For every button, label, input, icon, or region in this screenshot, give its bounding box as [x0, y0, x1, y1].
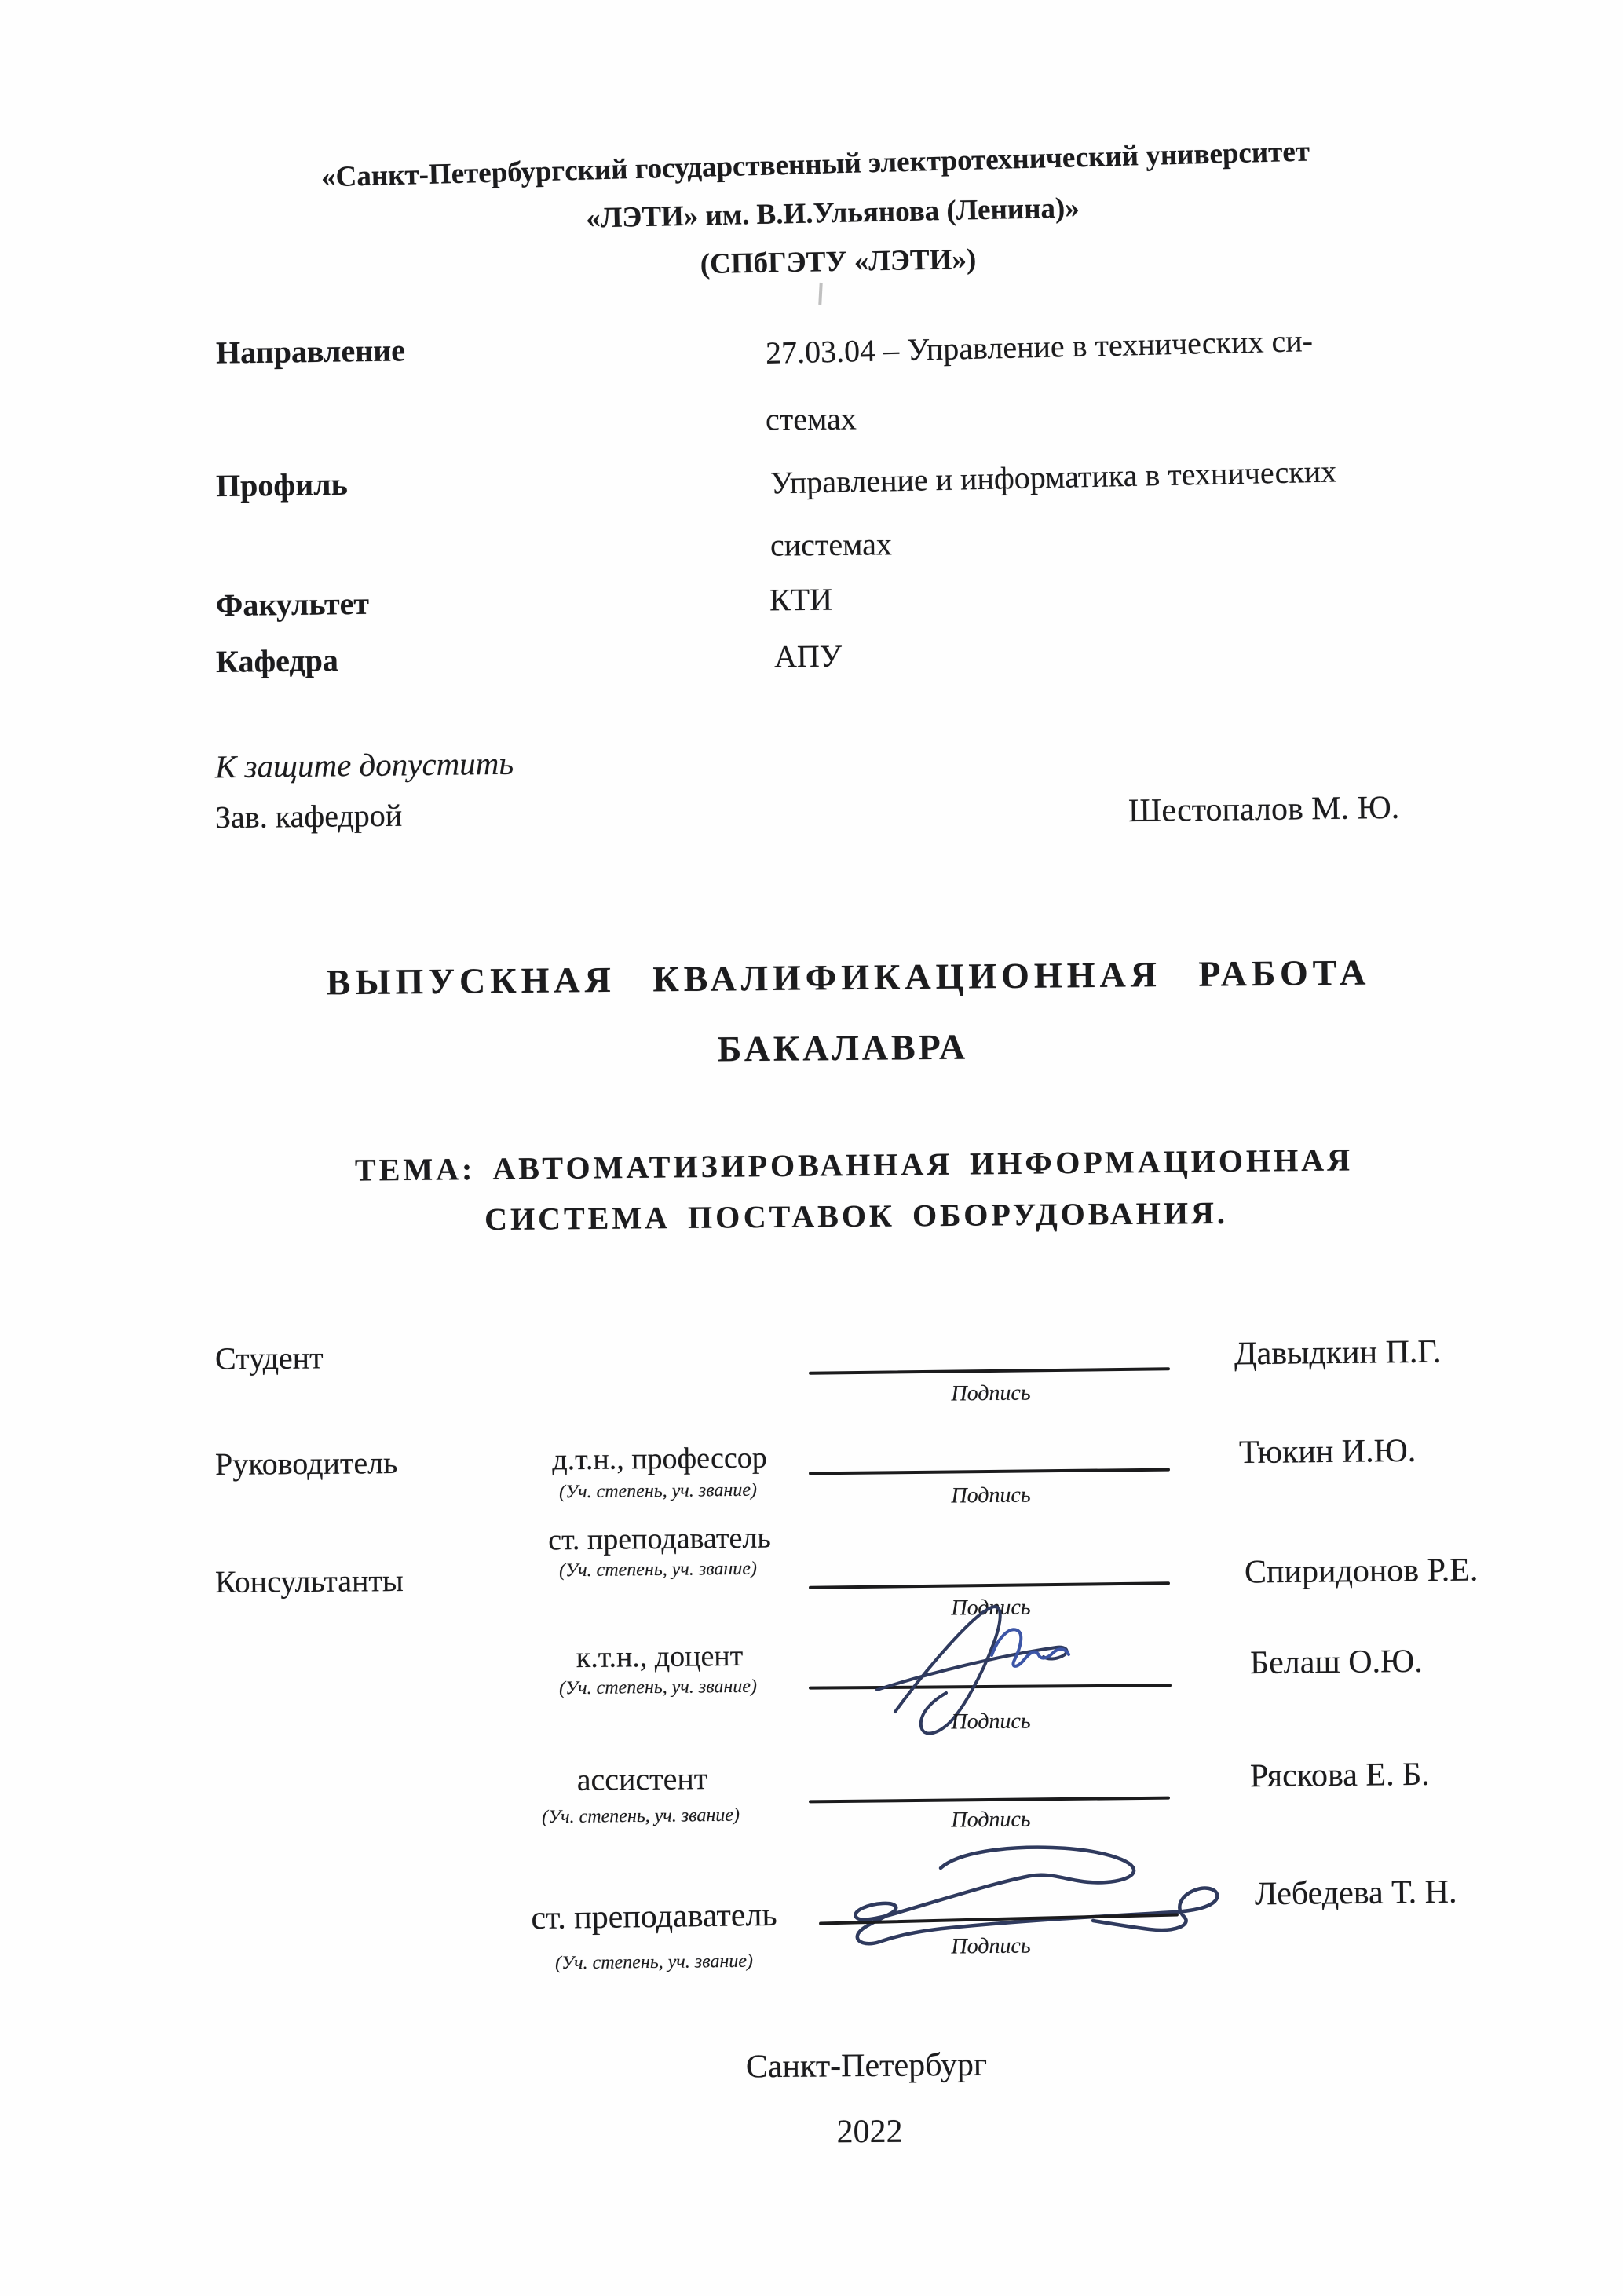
degree-caption: (Уч. степень, уч. звание)	[558, 1676, 758, 1699]
signer-name: Давыдкин П.Г.	[1234, 1333, 1442, 1373]
field-direction-value-line2: стемах	[765, 400, 857, 437]
role-label: Руководитель	[214, 1444, 398, 1483]
university-line-3: (СПбГЭТУ «ЛЭТИ»)	[700, 243, 977, 281]
role-label: Консультанты	[214, 1562, 404, 1600]
head-of-department-name: Шестопалов М. Ю.	[1128, 789, 1400, 830]
signature-caption: Подпись	[951, 1380, 1031, 1406]
university-line-2: «ЛЭТИ» им. В.И.Ульянова (Ленина)»	[585, 192, 1080, 235]
qualification: ст. преподаватель	[531, 1896, 777, 1937]
signer-name: Ряскова Е. Б.	[1249, 1756, 1430, 1795]
theme-line2: СИСТЕМА ПОСТАВОК ОБОРУДОВАНИЯ.	[484, 1194, 1229, 1238]
signature-caption: Подпись	[951, 1933, 1031, 1959]
qualification: ассистент	[576, 1760, 708, 1797]
role-label: Студент	[214, 1340, 324, 1377]
signer-name: Белаш О.Ю.	[1249, 1643, 1423, 1682]
head-of-department-label: Зав. кафедрой	[214, 797, 403, 835]
work-title-line1: ВЫПУСКНАЯ КВАЛИФИКАЦИОННАЯ РАБОТА	[326, 952, 1371, 1003]
qualification: д.т.н., профессор	[552, 1441, 767, 1477]
signature-line	[809, 1581, 1170, 1589]
footer-city: Санкт-Петербург	[745, 2046, 988, 2086]
signer-name: Тюкин И.Ю.	[1238, 1432, 1416, 1472]
degree-caption: (Уч. степень, уч. звание)	[554, 1951, 754, 1974]
field-direction-value-line1: 27.03.04 – Управление в технических си-	[765, 323, 1314, 371]
footer-year: 2022	[836, 2113, 903, 2151]
degree-caption: (Уч. степень, уч. звание)	[541, 1804, 740, 1828]
work-title-line2: БАКАЛАВРА	[717, 1026, 969, 1069]
field-faculty-value: КТИ	[769, 581, 833, 618]
signer-name: Спиридонов Р.Е.	[1244, 1552, 1479, 1591]
admit-note: К защите допустить	[214, 744, 514, 785]
signature-stroke	[855, 1848, 1217, 1943]
theme-line1: ТЕМА: АВТОМАТИЗИРОВАННАЯ ИНФОРМАЦИОННАЯ	[354, 1142, 1354, 1188]
signature-caption: Подпись	[951, 1595, 1031, 1621]
field-profile-value-line1: Управление и информатика в технических	[769, 453, 1337, 501]
signature-line	[809, 1367, 1170, 1375]
signature-line	[809, 1797, 1170, 1804]
qualification: ст. преподаватель	[548, 1521, 771, 1557]
field-profile-value-line2: системах	[769, 526, 893, 563]
degree-caption: (Уч. степень, уч. звание)	[558, 1558, 758, 1581]
field-department-label: Кафедра	[215, 642, 339, 679]
field-direction-label: Направление	[215, 332, 406, 371]
field-profile-label: Профиль	[215, 466, 348, 504]
qualification: к.т.н., доцент	[576, 1639, 744, 1675]
signature-caption: Подпись	[951, 1709, 1031, 1735]
university-line-1: «Санкт-Петербургский государственный электротехнический университет	[320, 135, 1310, 194]
signature-caption: Подпись	[951, 1483, 1031, 1508]
degree-caption: (Уч. степень, уч. звание)	[558, 1479, 758, 1503]
signer-name: Лебедева Т. Н.	[1254, 1874, 1457, 1913]
signature-caption: Подпись	[951, 1807, 1031, 1833]
field-faculty-label: Факультет	[215, 585, 370, 623]
field-department-value: АПУ	[773, 638, 843, 675]
scan-artifact	[818, 283, 822, 305]
